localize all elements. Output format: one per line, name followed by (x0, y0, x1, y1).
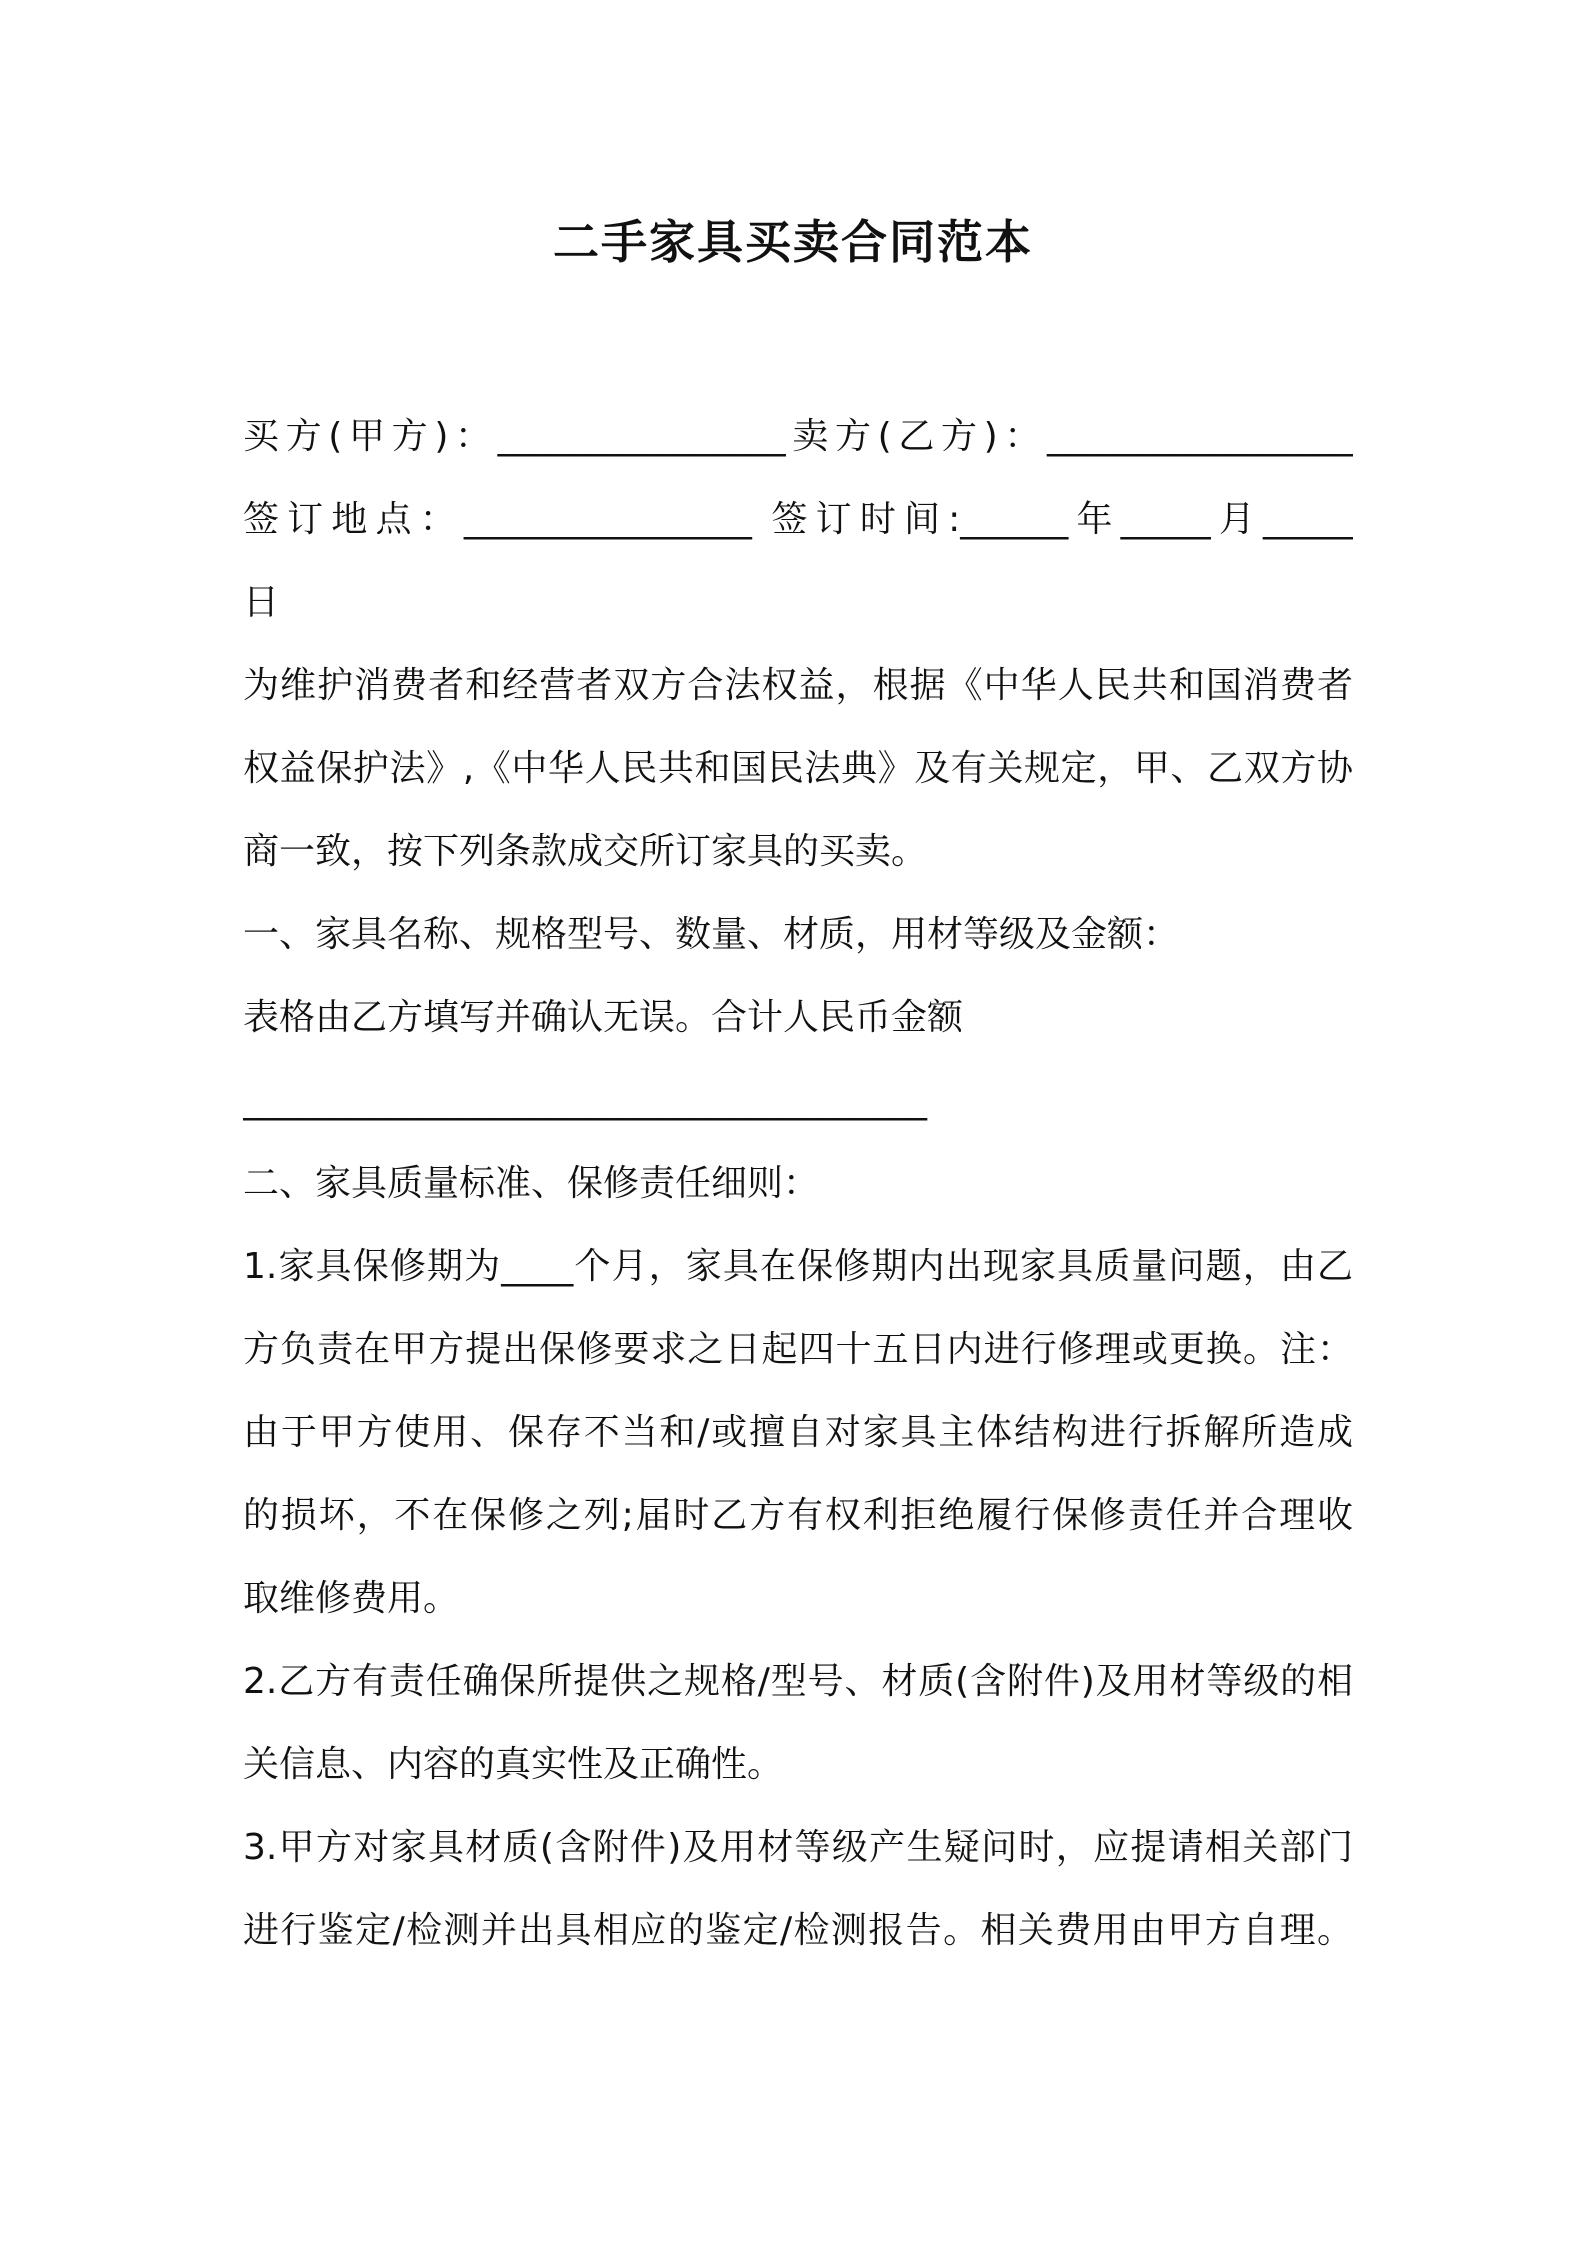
signing-place-time-line: 签订地点：________________ 签订时间:______年_____月_____ (243, 499, 1353, 540)
signing-day-line: 日 (243, 582, 280, 623)
clause-1-line: 由于甲方使用、保存不当和/或擅自对家具主体结构进行拆解所造成 (243, 1412, 1353, 1453)
table-note-line: 表格由乙方填写并确认无误。合计人民币金额 (243, 997, 964, 1038)
preamble-line: 为维护消费者和经营者双方合法权益，根据《中华人民共和国消费者 (243, 665, 1353, 706)
clause-1-line: 取维修费用。 (243, 1578, 460, 1619)
parties-line: 买方(甲方)：________________卖方(乙方)：_________________ (243, 416, 1353, 457)
preamble-line: 商一致，按下列条款成交所订家具的买卖。 (243, 831, 928, 872)
clause-1-line: 的损坏，不在保修之列;届时乙方有权利拒绝履行保修责任并合理收 (243, 1495, 1353, 1536)
clause-2-line: 2.乙方有责任确保所提供之规格/型号、材质(含附件)及用材等级的相 (243, 1661, 1353, 1702)
clause-1-line: 方负责在甲方提出保修要求之日起四十五日内进行修理或更换。注： (243, 1329, 1353, 1370)
preamble-line: 权益保护法》,《中华人民共和国民法典》及有关规定，甲、乙双方协 (243, 748, 1353, 789)
clause-3-line: 进行鉴定/检测并出具相应的鉴定/检测报告。相关费用由甲方自理。 (243, 1910, 1353, 1951)
clause-1-line: 1.家具保修期为____个月，家具在保修期内出现家具质量问题，由乙 (243, 1246, 1353, 1287)
clause-2-line: 关信息、内容的真实性及正确性。 (243, 1744, 784, 1785)
clause-3-line: 3.甲方对家具材质(含附件)及用材等级产生疑问时，应提请相关部门 (243, 1827, 1353, 1868)
amount-blank-line: ______________________________________ (243, 1080, 927, 1121)
document-title: 二手家具买卖合同范本 (553, 215, 1033, 269)
section-heading-one: 一、家具名称、规格型号、数量、材质，用材等级及金额： (243, 914, 1180, 955)
section-heading-two: 二、家具质量标准、保修责任细则： (243, 1163, 820, 1204)
